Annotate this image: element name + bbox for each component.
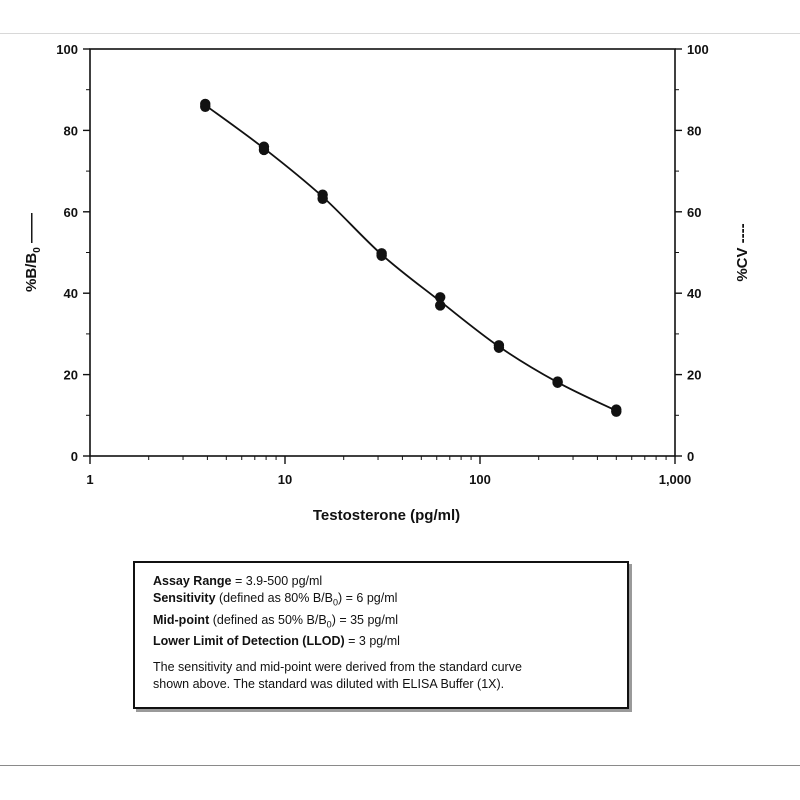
assay-range-value: = 3.9-500 pg/ml <box>231 574 323 588</box>
note-line-2: shown above. The standard was diluted with ELISA Buffer (1X). <box>153 677 505 691</box>
y-axis-title-right: %CV ---- <box>734 223 751 282</box>
y-tick-label-right: 0 <box>687 449 695 464</box>
y-tick-label-left: 40 <box>63 286 78 302</box>
llod-line <box>153 633 609 650</box>
data-point <box>494 343 504 353</box>
llod-value: = 3 pg/ml <box>344 634 400 648</box>
y-tick-label-right: 80 <box>687 123 702 139</box>
sensitivity-line <box>153 590 609 612</box>
y-axis-title-left: $\%B/B_0$ —— <box>23 213 43 292</box>
sensitivity-post: ) = 6 pg/ml <box>337 591 398 605</box>
y-tick-label-left: 100 <box>56 42 78 57</box>
note-text <box>153 659 609 693</box>
midpoint-line <box>153 612 609 634</box>
llod-label: Lower Limit of Detection (LLOD) <box>153 634 345 648</box>
midpoint-label: Mid-point <box>153 612 210 627</box>
data-point <box>552 378 562 388</box>
x-tick-label: 100 <box>469 472 491 487</box>
y-tick-label-left: 0 <box>70 449 78 464</box>
midpoint-post: ) = 35 pg/ml <box>331 612 399 627</box>
data-point <box>317 194 327 204</box>
sensitivity-pre: (defined as 80% B/B <box>215 591 333 605</box>
data-point <box>259 145 269 155</box>
y-tick-label-left: 20 <box>63 367 78 383</box>
y-tick-label-right: 60 <box>687 204 702 220</box>
x-axis-title: Testosterone (pg/ml) <box>312 507 461 524</box>
y-tick-label-left: 60 <box>63 204 78 220</box>
x-tick-label: 10 <box>277 472 293 487</box>
sensitivity-label: Sensitivity <box>153 591 216 605</box>
x-tick-label: 1 <box>86 472 94 487</box>
data-point <box>611 406 621 416</box>
assay-info-box <box>133 561 629 709</box>
y-tick-label-right: 100 <box>687 42 709 57</box>
assay-range-label: Assay Range <box>153 574 232 588</box>
assay-range-line <box>153 573 609 590</box>
chart-labels <box>23 42 751 524</box>
chart-marks <box>200 99 621 417</box>
y-tick-label-right: 40 <box>687 286 702 302</box>
y-tick-label-left: 80 <box>63 123 78 139</box>
data-point <box>200 102 210 112</box>
x-tick-label: 1,000 <box>658 472 692 487</box>
midpoint-sub: 0 <box>326 619 332 629</box>
midpoint-pre: (defined as 50% B/B <box>209 612 327 627</box>
y-tick-label-right: 20 <box>687 367 702 383</box>
sensitivity-sub: 0 <box>332 597 338 608</box>
data-point <box>376 251 386 261</box>
note-line-1: The sensitivity and mid-point were derived from the standard curve <box>153 660 522 674</box>
bottom-divider <box>0 765 800 766</box>
data-point <box>435 300 445 310</box>
